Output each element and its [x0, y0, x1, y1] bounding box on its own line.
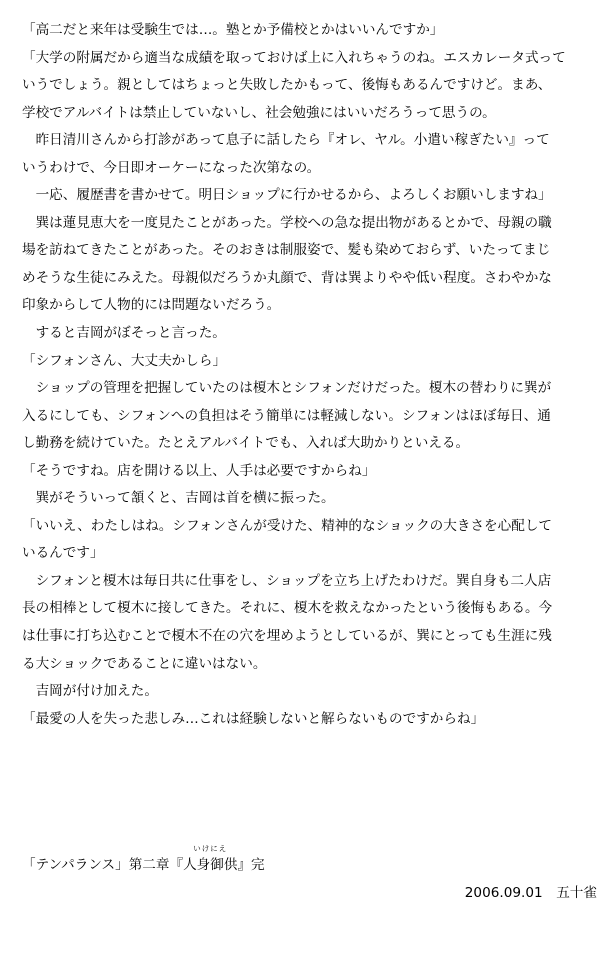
text-line: 印象からして人物的には問題ないだろう。	[22, 297, 281, 314]
text-line: 長の相棒として榎木に接してきた。それに、榎木を救えなかったという後悔もある。今	[22, 600, 553, 617]
signature-author: 五十雀	[556, 885, 597, 901]
text-line: 「シフォンさん、大丈夫かしら」	[22, 352, 227, 369]
text-line: る大ショックであることに違いはない。	[22, 655, 267, 672]
text-line: 吉岡が付け加えた。	[22, 683, 158, 700]
body-text	[22, 17, 600, 733]
text-line: 場を訪ねてきたことがあった。そのおきは制服姿で、髪も染めておらず、いたってまじ	[22, 242, 551, 259]
text-line: 「いいえ、わたしはね。シフォンさんが受けた、精神的なショックの大きさを心配して	[22, 517, 553, 534]
text-line: 「大学の附属だから適当な成績を取っておけば上に入れちゃうのね。エスカレータ式って	[22, 49, 566, 66]
text-line: シフォンと榎木は毎日共に仕事をし、ショップを立ち上げたわけだ。巽自身も二人店	[22, 572, 552, 589]
text-line: し勤務を続けていた。たとえアルバイトでも、入れば大助かりといえる。	[22, 435, 470, 452]
text-line: ショップの管理を把握していたのは榎木とシフォンだけだった。榎木の替わりに巽が	[22, 380, 552, 397]
text-line: 「高二だと来年は受験生では…。塾とか予備校とかはいいんですか」	[22, 22, 444, 38]
text-line: 昨日清川さんから打診があって息子に話したら『オレ、ヤル。小遣い稼ぎたい』って	[22, 132, 550, 149]
text-line: すると吉岡がぼそっと言った。	[22, 325, 226, 342]
text-line: いるんです」	[22, 545, 104, 562]
signature-date: 2006.09.01	[464, 885, 543, 901]
text-line: いうわけで、今日即オーケーになった次第なの。	[22, 159, 321, 176]
text-line: は仕事に打ち込むことで榎木不在の穴を埋めようとしているが、巽にとっても生涯に残	[22, 628, 552, 645]
text-line: めそうな生徒にみえた。母親似だろうか丸顔で、背は巽よりやや低い程度。さわやかな	[22, 269, 552, 286]
chapter-title-ruby: いけにえ	[193, 844, 228, 853]
text-line: 巽がそういって頷くと、吉岡は首を横に振った。	[22, 490, 335, 507]
chapter-title	[183, 844, 238, 875]
text-line: 「最愛の人を失った悲しみ…これは経験しないと解らないものですからね」	[22, 710, 485, 727]
series-title-open: 「テンパランス」第二章『	[22, 857, 184, 873]
text-line: 学校でアルバイトは禁止していないし、社会勉強にはいいだろうって思うの。	[22, 104, 496, 121]
series-title-close: 』完	[237, 857, 265, 873]
chapter-footer	[22, 844, 265, 875]
text-line: 一応、履歴書を書かせて。明日ショップに行かせるから、よろしくお願いしますね」	[22, 187, 552, 204]
text-line: 巽は蓮見恵大を一度見たことがあった。学校への急な提出物があるとかで、母親の職	[22, 214, 552, 231]
text-line: 入るにしても、シフォンへの負担はそう簡単には軽減しない。シフォンはほぼ毎日、通	[22, 407, 551, 424]
text-line: いうでしょう。親としてはちょっと失敗したかもって、後悔もあるんですけど。まあ、	[22, 77, 552, 94]
chapter-title-text: 人身御供	[183, 857, 238, 873]
signature	[465, 883, 597, 903]
text-line: 「そうですね。店を開ける以上、人手は必要ですからね」	[22, 462, 376, 479]
